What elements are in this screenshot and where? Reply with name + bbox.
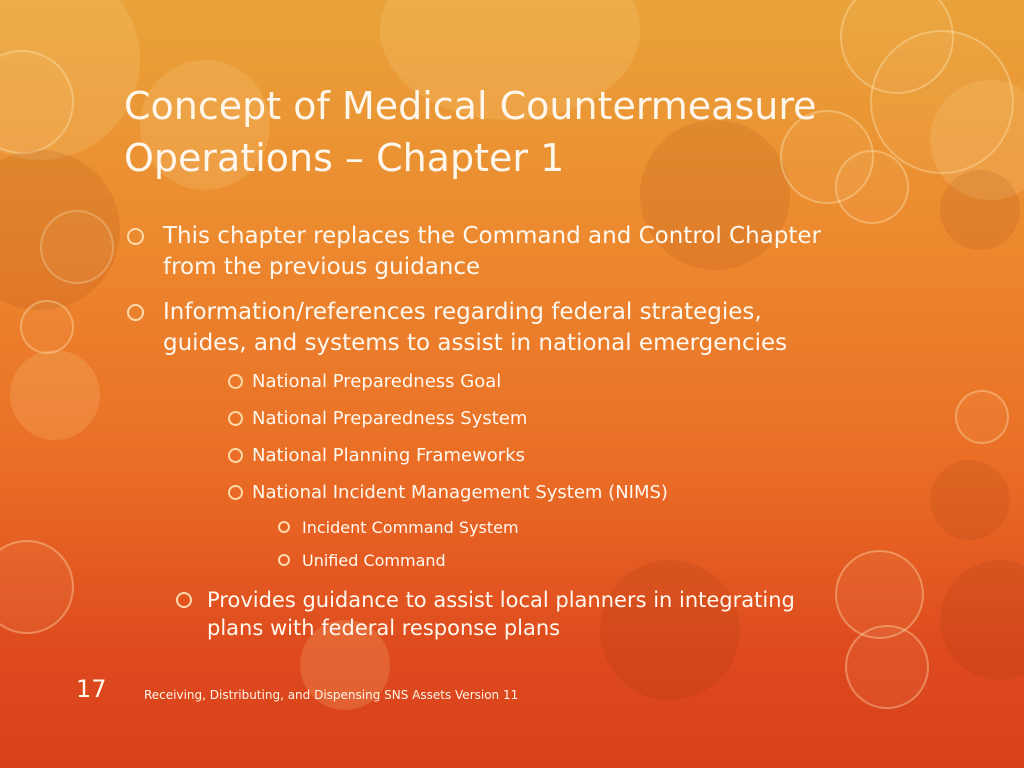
sub-sub-bullet-text: Incident Command System	[302, 518, 519, 537]
bullet-text-line: This chapter replaces the Command and Control Chapter	[163, 223, 822, 249]
sub-bullet-text: National Planning Frameworks	[252, 445, 526, 466]
sub-bullet-preparedness-system	[228, 406, 527, 432]
bullet-text-line: from the previous guidance	[163, 254, 481, 280]
sub-sub-bullet-unified-command	[278, 550, 446, 572]
ring-bullet-icon	[278, 521, 290, 533]
sub-bullet-text: National Preparedness System	[252, 408, 528, 429]
slide-footer: Receiving, Distributing, and Dispensing SNS Assets Version 11	[144, 688, 519, 702]
sub-bullet-nims	[228, 480, 668, 506]
sub-bullet-text: National Preparedness Goal	[252, 371, 502, 392]
title-line: Concept of Medical Countermeasure	[124, 84, 817, 128]
sub-bullet-preparedness-goal	[228, 369, 501, 395]
sub-bullet-planning-frameworks	[228, 443, 525, 469]
ring-bullet-icon	[278, 554, 290, 566]
ring-bullet-icon	[228, 448, 243, 463]
sub-bullet-text: National Incident Management System (NIMS)	[252, 482, 668, 503]
bullet-text-line: guides, and systems to assist in national emergencies	[163, 330, 788, 356]
ring-bullet-icon	[228, 411, 243, 426]
ring-bullet-icon	[228, 485, 243, 500]
bullet-text-line: Information/references regarding federal strategies,	[163, 299, 762, 325]
bullet-text-line: plans with federal response plans	[207, 616, 561, 640]
bullet-text	[163, 221, 821, 283]
bullet-text	[163, 297, 787, 359]
slide-title	[124, 80, 944, 184]
ring-bullet-icon	[127, 304, 144, 321]
bullet-federal-strategies	[127, 297, 787, 359]
ring-bullet-icon	[127, 228, 144, 245]
ring-bullet-icon	[228, 374, 243, 389]
bullet-text	[207, 586, 795, 642]
bullet-chapter-replaces	[127, 221, 821, 283]
bullet-text-line: Provides guidance to assist local planners in integrating	[207, 588, 795, 612]
bullet-local-planners	[176, 586, 795, 642]
slide-number: 17	[76, 675, 107, 703]
sub-sub-bullet-incident-command	[278, 517, 519, 539]
ring-bullet-icon	[176, 592, 192, 608]
title-line: Operations – Chapter 1	[124, 136, 565, 180]
sub-sub-bullet-text: Unified Command	[302, 551, 446, 570]
